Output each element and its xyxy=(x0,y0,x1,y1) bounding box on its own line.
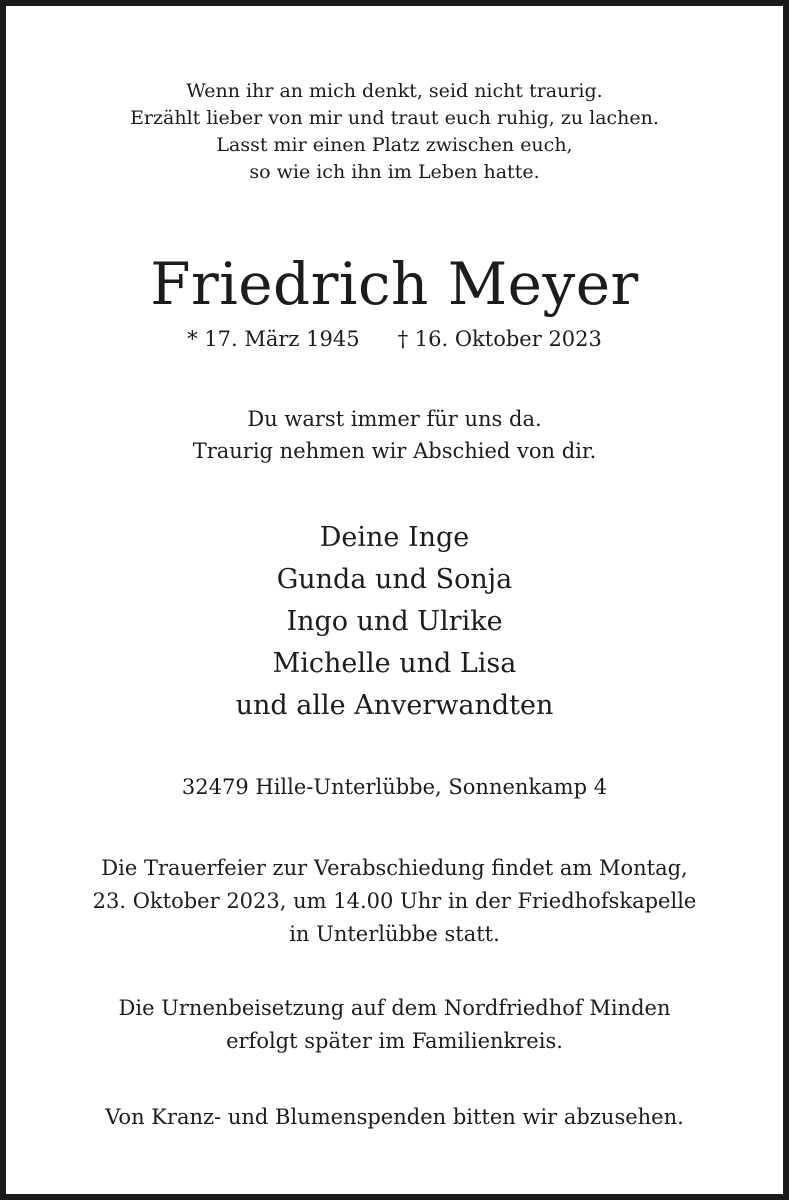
mourner-line: Ingo und Ulrike xyxy=(286,606,503,637)
deceased-name: Friedrich Meyer xyxy=(150,250,639,318)
mourner-line: Gunda und Sonja xyxy=(276,564,513,595)
service-line: Die Trauerfeier zur Verabschiedung findet am Montag, xyxy=(101,856,688,880)
poem-line: Wenn ihr an mich denkt, seid nicht traurig. xyxy=(186,80,603,102)
poem-line: Lasst mir einen Platz zwischen euch, xyxy=(216,134,573,156)
funeral-service-info xyxy=(6,852,783,951)
mourners-list xyxy=(6,517,783,727)
poem-line: Erzählt lieber von mir und traut euch ruhig, zu lachen. xyxy=(130,107,659,129)
burial-line: erfolgt später im Familienkreis. xyxy=(226,1029,563,1053)
birth-date: * 17. März 1945 xyxy=(187,327,360,351)
death-date: † 16. Oktober 2023 xyxy=(397,327,602,351)
burial-info xyxy=(6,992,783,1058)
poem-line: so wie ich ihn im Leben hatte. xyxy=(249,161,540,183)
burial-line: Die Urnenbeisetzung auf dem Nordfriedhof Minden xyxy=(118,996,671,1020)
farewell-text xyxy=(6,403,783,467)
service-line: 23. Oktober 2023, um 14.00 Uhr in der Friedhofskapelle xyxy=(92,889,697,913)
mourner-line: Deine Inge xyxy=(319,522,470,553)
flowers-note: Von Kranz- und Blumenspenden bitten wir abzusehen. xyxy=(105,1105,684,1129)
life-dates xyxy=(6,324,783,354)
farewell-line: Du warst immer für uns da. xyxy=(247,407,542,431)
service-line: in Unterlübbe statt. xyxy=(289,922,500,946)
mourner-line: Michelle und Lisa xyxy=(272,648,517,679)
farewell-line: Traurig nehmen wir Abschied von dir. xyxy=(192,439,597,463)
poem xyxy=(6,78,783,186)
mourner-line: und alle Anverwandten xyxy=(235,690,554,721)
family-address: 32479 Hille-Unterlübbe, Sonnenkamp 4 xyxy=(181,775,608,799)
